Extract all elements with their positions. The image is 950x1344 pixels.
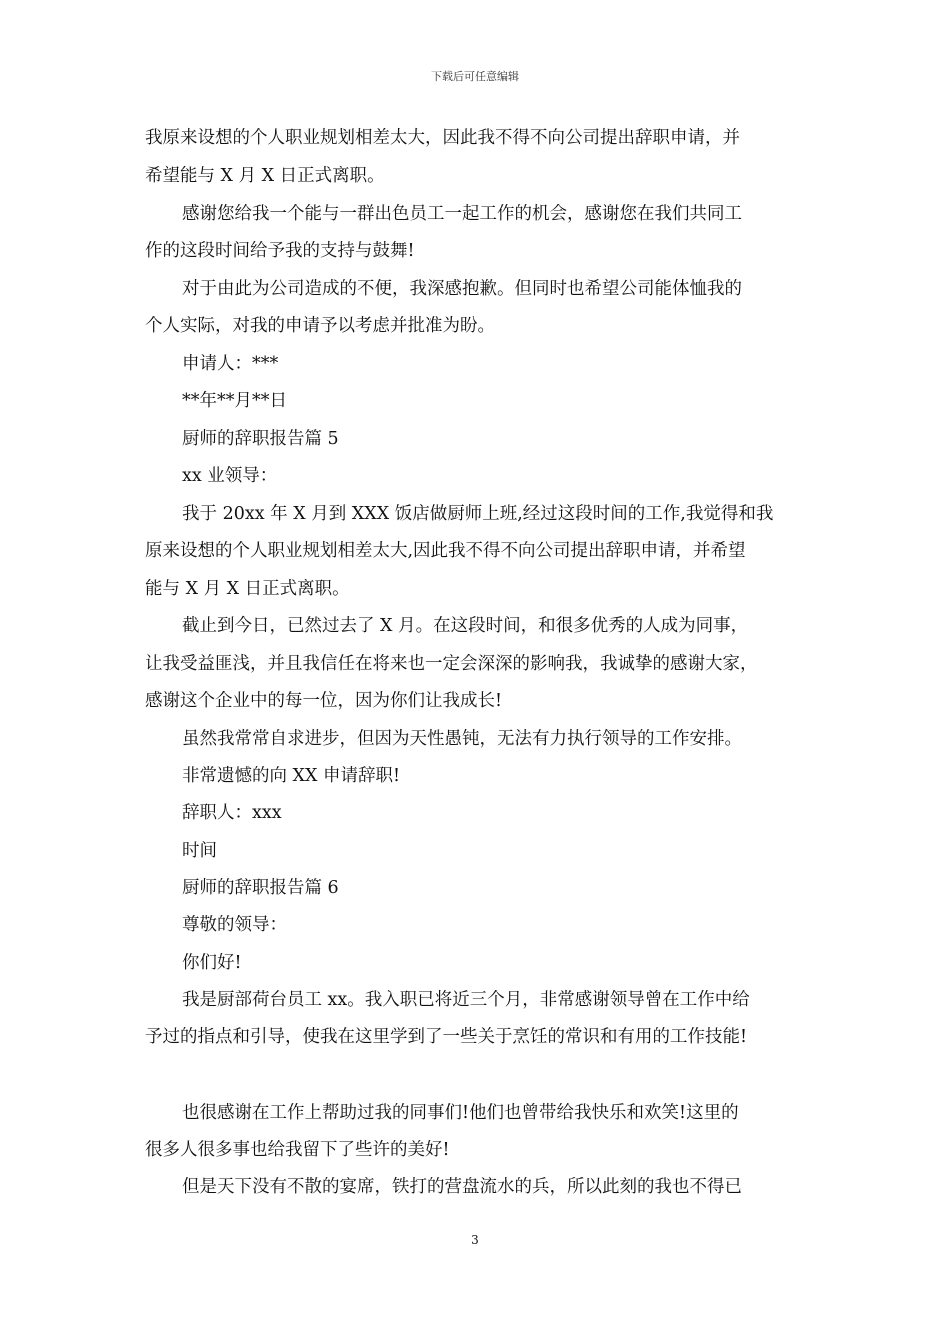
section-title: 厨师的辞职报告篇 5 — [182, 429, 339, 449]
text-line: 让我受益匪浅，并且我信任在将来也一定会深深的影响我，我诚挚的感谢大家， — [145, 654, 758, 674]
signature-time: 时间 — [182, 841, 217, 861]
text-line: 个人实际，对我的申请予以考虑并批准为盼。 — [145, 316, 495, 336]
section-title: 厨师的辞职报告篇 6 — [182, 878, 339, 898]
text-line: 希望能与 X 月 X 日正式离职。 — [145, 166, 385, 186]
text-line: 很多人很多事也给我留下了些许的美好! — [145, 1140, 450, 1160]
text-line: 我是厨部荷台员工 xx。我入职已将近三个月，非常感谢领导曾在工作中给 — [182, 990, 750, 1010]
text-line: 但是天下没有不散的宴席，铁打的营盘流水的兵，所以此刻的我也不得已 — [182, 1177, 742, 1197]
text-line: 也很感谢在工作上帮助过我的同事们!他们也曾带给我快乐和欢笑!这里的 — [182, 1103, 739, 1123]
text-line: 作的这段时间给予我的支持与鼓舞! — [145, 241, 415, 261]
text-line: 截止到今日，已然过去了 X 月。在这段时间，和很多优秀的人成为同事， — [182, 616, 749, 636]
text-line: 感谢您给我一个能与一群出色员工一起工作的机会，感谢您在我们共同工 — [182, 204, 742, 224]
text-line: 原来设想的个人职业规划相差太大,因此我不得不向公司提出辞职申请，并希望 — [145, 541, 746, 561]
text-line: 予过的指点和引导，使我在这里学到了一些关于烹饪的常识和有用的工作技能! — [145, 1027, 748, 1047]
greeting: 你们好! — [182, 953, 242, 973]
signature-date: **年**月**日 — [182, 391, 287, 411]
signature-resigner: 辞职人：xxx — [182, 803, 282, 823]
text-line: 非常遗憾的向 XX 申请辞职! — [182, 766, 401, 786]
text-line: 我于 20xx 年 X 月到 XXX 饭店做厨师上班,经过这段时间的工作,我觉得和我 — [182, 504, 774, 524]
text-line: 能与 X 月 X 日正式离职。 — [145, 579, 350, 599]
text-line: 对于由此为公司造成的不便，我深感抱歉。但同时也希望公司能体恤我的 — [182, 279, 742, 299]
text-line: 我原来设想的个人职业规划相差太大，因此我不得不向公司提出辞职申请，并 — [145, 128, 740, 148]
text-line: 虽然我常常自求进步，但因为天性愚钝，无法有力执行领导的工作安排。 — [182, 729, 742, 749]
text-line: 感谢这个企业中的每一位，因为你们让我成长! — [145, 691, 503, 711]
page-header: 下载后可任意编辑 — [431, 70, 519, 83]
signature-applicant: 申请人：*** — [182, 354, 279, 374]
page-number: 3 — [471, 1233, 479, 1247]
salutation: 尊敬的领导： — [182, 915, 287, 935]
salutation: xx 业领导： — [182, 466, 278, 486]
